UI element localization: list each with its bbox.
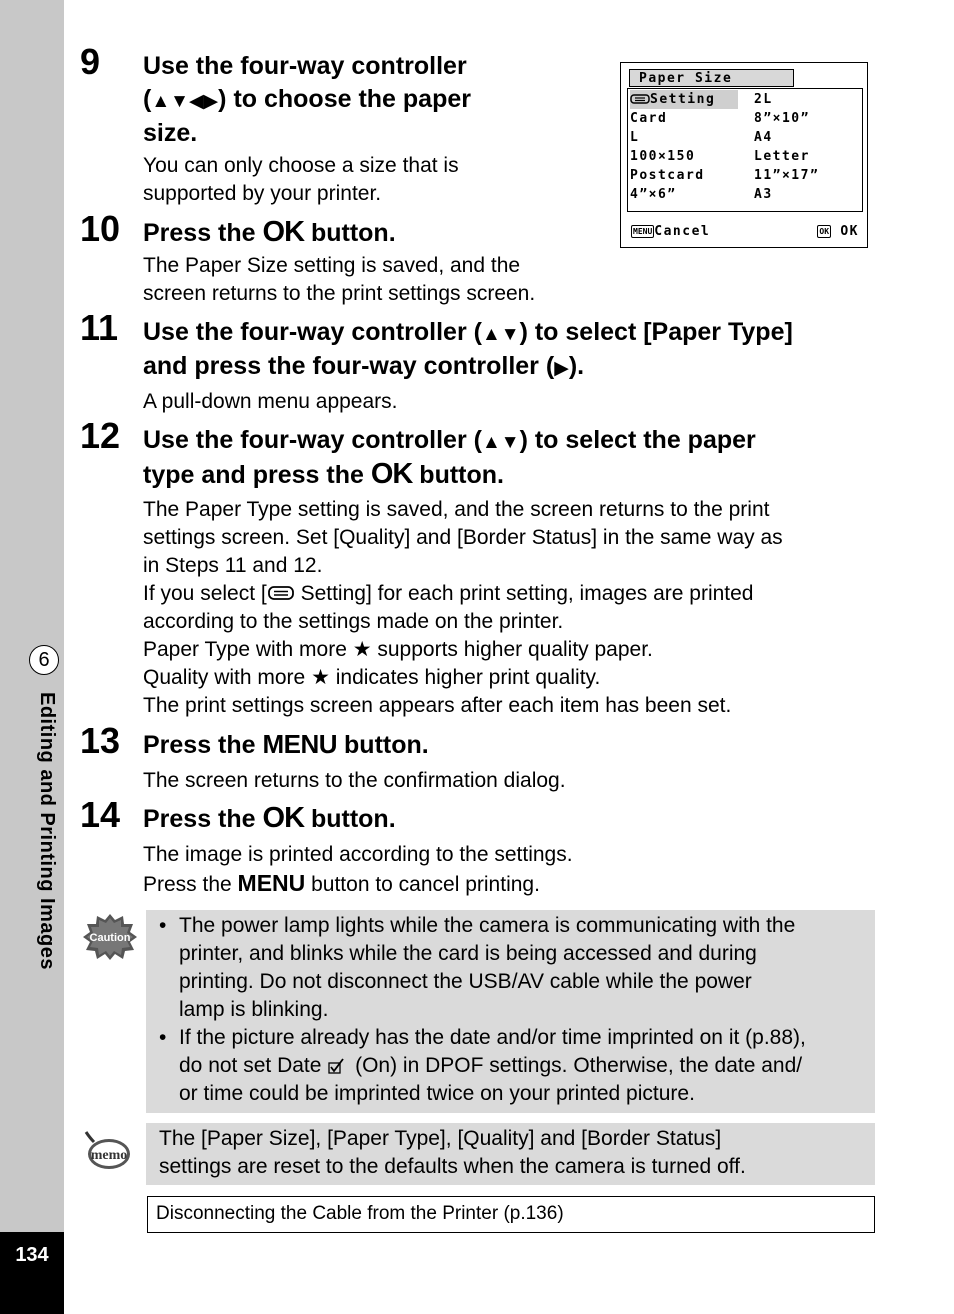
menu-key-icon: MENU — [633, 227, 653, 236]
step-14-body-line2: Press the MENU button to cancel printing. — [143, 870, 540, 896]
step-10-body-line2: screen returns to the print settings screen. — [143, 282, 536, 305]
memo-line2: settings are reset to the defaults when the camera is turned off. — [159, 1155, 746, 1178]
chapter-number-badge: 6 — [29, 645, 59, 675]
bullet: • — [159, 914, 167, 937]
step-13-heading: Press the MENU button. — [143, 729, 429, 759]
step-14-number: 14 — [80, 794, 121, 835]
arrows-up-down-icon: ▲▼ — [481, 432, 520, 453]
lcd-option-list — [627, 88, 863, 212]
lcd-item: A3 — [754, 187, 773, 202]
checkbox-checked-icon — [327, 1057, 349, 1075]
menu-button-icon: MENU — [237, 870, 306, 896]
ok-button-icon: OK — [262, 802, 305, 834]
step-13-body: The screen returns to the confirmation dialog. — [143, 769, 566, 792]
step-12-body-line1: The Paper Type setting is saved, and the screen returns to the print — [143, 498, 770, 521]
lcd-item: 11”×17” — [754, 168, 820, 183]
step-12-heading-line1: Use the four-way controller (▲▼) to select the paper — [143, 426, 756, 454]
memo-icon — [80, 1128, 132, 1174]
printer-icon — [630, 92, 650, 105]
cross-reference-link[interactable]: Disconnecting the Cable from the Printer (p.136) — [147, 1196, 875, 1233]
lcd-item-setting: Setting — [630, 90, 738, 109]
svg-text:Caution: Caution — [89, 932, 131, 944]
step-12-body-line8: The print settings screen appears after each item has been set. — [143, 694, 732, 717]
paper-size-lcd-screen — [620, 62, 868, 248]
caution-item-2-line2: do not set Date (On) in DPOF settings. Otherwise, the date and/ — [179, 1054, 803, 1077]
caution-item-1-line3: printing. Do not disconnect the USB/AV cable while the power — [179, 970, 752, 993]
step-10-number: 10 — [80, 208, 121, 249]
ok-key-icon: OK — [819, 227, 830, 236]
lcd-item: 4”×6” — [630, 187, 677, 202]
step-9-body-line1: You can only choose a size that is — [143, 154, 459, 177]
lcd-item: Postcard — [630, 168, 705, 183]
step-11-body: A pull-down menu appears. — [143, 390, 398, 413]
step-12-body-line2: settings screen. Set [Quality] and [Border Status] in the same way as — [143, 526, 783, 549]
step-10-body-line1: The Paper Size setting is saved, and the — [143, 254, 521, 277]
star-icon: ★ — [311, 666, 330, 689]
lcd-item: 8”×10” — [754, 111, 810, 126]
page-number: 134 — [0, 1232, 64, 1314]
lcd-item: L — [630, 130, 640, 145]
star-icon: ★ — [352, 638, 372, 661]
ok-button-icon: OK — [370, 458, 413, 490]
memo-line1: The [Paper Size], [Paper Type], [Quality] and [Border Status] — [159, 1127, 722, 1150]
memo-text — [159, 1125, 869, 1181]
caution-item-2-line3: or time could be imprinted twice on your printed picture. — [179, 1082, 695, 1105]
step-12-body-line5: according to the settings made on the printer. — [143, 610, 564, 633]
step-12-heading-line2: type and press the OK button. — [143, 458, 504, 490]
step-11-heading-line2: and press the four-way controller (▶). — [143, 352, 585, 380]
step-14-body-line1: The image is printed according to the settings. — [143, 843, 573, 866]
step-10-heading: Press the OK button. — [143, 216, 396, 248]
arrows-four-way-icon: ▲▼◀▶ — [151, 91, 219, 112]
step-14-heading: Press the OK button. — [143, 802, 396, 834]
step-9-number: 9 — [80, 41, 101, 82]
caution-icon — [82, 912, 138, 960]
step-9-body-line2: supported by your printer. — [143, 182, 382, 205]
arrow-right-icon: ▶ — [554, 358, 569, 379]
lcd-item: 100×150 — [630, 149, 696, 164]
caution-item-2-line1: If the picture already has the date and/or time imprinted on it (p.88), — [179, 1026, 806, 1049]
lcd-item: Letter — [754, 149, 810, 164]
printer-icon — [267, 583, 295, 603]
step-9-heading-line3: size. — [143, 119, 198, 147]
arrows-up-down-icon: ▲▼ — [481, 324, 520, 345]
lcd-title: Paper Size — [629, 69, 794, 87]
lcd-item: 2L — [754, 92, 773, 107]
lcd-item: A4 — [754, 130, 773, 145]
step-13-number: 13 — [80, 720, 121, 761]
ok-button-icon: OK — [262, 216, 305, 248]
step-9-heading-line2: (▲▼◀▶) to choose the paper — [143, 85, 471, 113]
lcd-ok-hint: OK OK — [819, 224, 859, 239]
lcd-cancel-hint: MENU Cancel — [633, 224, 711, 239]
caution-item-1-line2: printer, and blinks while the card is being accessed and during — [179, 942, 757, 965]
step-11-number: 11 — [80, 307, 119, 348]
caution-item-1-line4: lamp is blinking. — [179, 998, 329, 1021]
lcd-item: Card — [630, 111, 668, 126]
step-12-body-line4: If you select [ Setting] for each print setting, images are printed — [143, 582, 754, 605]
step-12-body-line6: Paper Type with more ★ supports higher quality paper. — [143, 638, 653, 661]
step-9-heading-line1: Use the four-way controller — [143, 52, 467, 80]
step-12-body-line3: in Steps 11 and 12. — [143, 554, 323, 577]
caution-item-1-line1: The power lamp lights while the camera is communicating with the — [179, 914, 796, 937]
step-11-heading-line1: Use the four-way controller (▲▼) to select [Paper Type] — [143, 318, 793, 346]
bullet: • — [159, 1026, 167, 1049]
step-12-number: 12 — [80, 415, 121, 456]
step-12-body-line7: Quality with more ★ indicates higher print quality. — [143, 666, 601, 689]
menu-button-icon: MENU — [262, 729, 338, 759]
svg-text:memo: memo — [90, 1148, 128, 1163]
chapter-title: Editing and Printing Images — [36, 692, 58, 970]
